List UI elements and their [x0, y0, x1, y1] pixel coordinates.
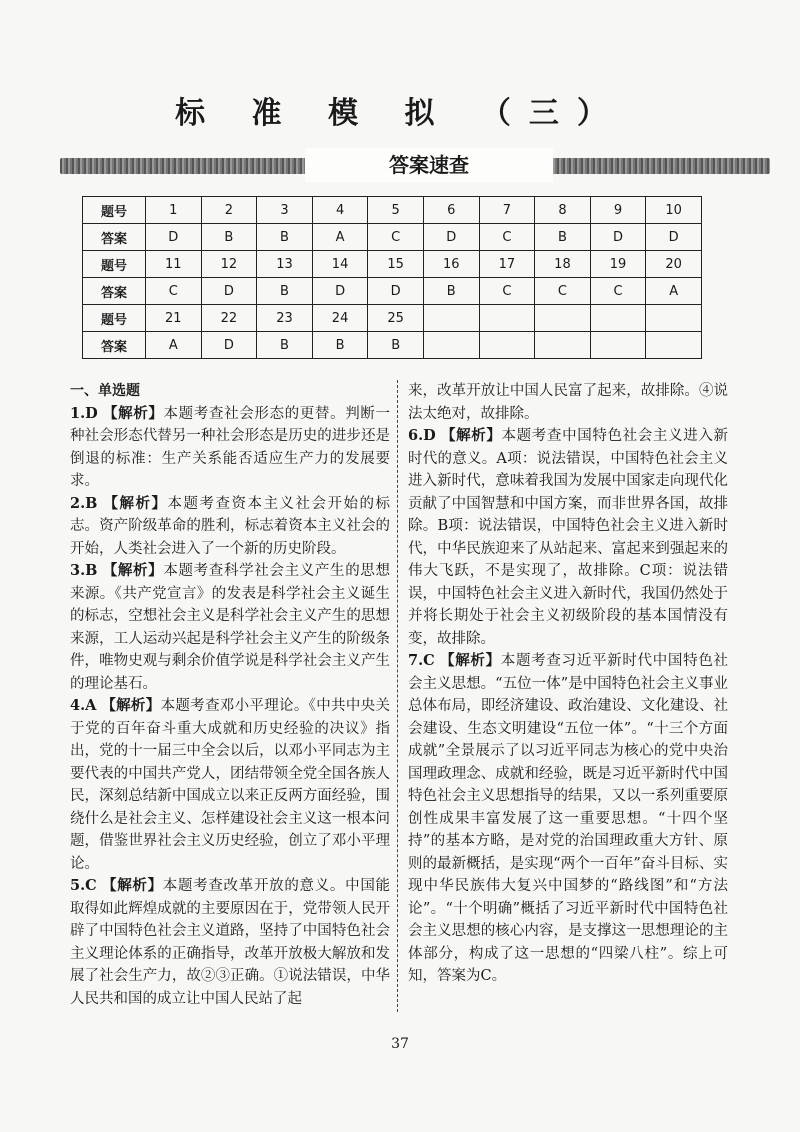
- table-cell: 10: [646, 197, 702, 224]
- row-label: 答案: [83, 278, 146, 305]
- banner-decor-left: [60, 158, 315, 174]
- page-number: 37: [391, 1036, 409, 1052]
- item-text: 本题考查资本主义社会开始的标志。资产阶级革命的胜利，标志着资本主义社会的开始，人类社会进入了一个新的历史阶段。: [70, 495, 391, 557]
- table-cell: D: [368, 278, 424, 305]
- answer-item: [408, 650, 728, 988]
- analysis-tag: 【解析】: [440, 427, 502, 444]
- table-cell: 2: [201, 197, 257, 224]
- table-cell: 22: [201, 305, 257, 332]
- table-row: [83, 197, 702, 224]
- answer-table: [82, 196, 702, 359]
- table-cell: [646, 305, 702, 332]
- table-cell: D: [646, 224, 702, 251]
- analysis-tag: 【解析】: [102, 877, 163, 894]
- table-cell: B: [423, 278, 479, 305]
- table-cell: [590, 332, 646, 359]
- table-cell: C: [479, 278, 535, 305]
- table-cell: A: [646, 278, 702, 305]
- table-cell: 4: [312, 197, 368, 224]
- table-cell: A: [146, 332, 202, 359]
- analysis-tag: 【解析】: [102, 404, 164, 422]
- analysis-tag: 【解析】: [102, 562, 164, 579]
- item-number: 4.A: [70, 697, 97, 714]
- table-cell: 21: [146, 305, 202, 332]
- table-cell: 12: [201, 251, 257, 278]
- row-label: 题号: [83, 197, 146, 224]
- explanations: [70, 380, 750, 1020]
- table-cell: 23: [257, 305, 313, 332]
- table-cell: 18: [535, 251, 591, 278]
- table-cell: 9: [590, 197, 646, 224]
- table-cell: B: [257, 332, 313, 359]
- table-cell: C: [535, 278, 591, 305]
- table-cell: 14: [312, 251, 368, 278]
- table-cell: 7: [479, 197, 535, 224]
- table-cell: [479, 305, 535, 332]
- table-cell: B: [535, 224, 591, 251]
- item-text: 本题考查社会形态的更替。判断一种社会形态代替另一种社会形态是历史的进步还是倒退的标准：生产关系能否适应生产力的发展要求。: [70, 405, 390, 489]
- table-cell: [590, 305, 646, 332]
- item-text: 本题考查习近平新时代中国特色社会主义思想。“五位一体”是中国特色社会主义事业总体布局，即经济建设、政治建设、文化建设、社会建设、生态文明建设“五位一体”。“十三个方面成就”全景展示了以习近平同志为核心的党中央治国理政理念、成就和经验，既是习近平新时代中国特色社会主义思想指导的结果，又以一系列重要原创性成果丰富发展了这一重要思想。“十四个坚持”的基本方略，是对党的治国理政重大方针、原则的最新概括，是实现“两个一百年”奋斗目标、实现中华民族伟大复兴中国梦的“路线图”和“方法论”。“十个明确”概括了习近平新时代中国特色社会主义思想的核心内容，是支撑这一思想理论的主体部分，构成了这一思想的“四梁八柱”。综上可知，答案为C。: [408, 653, 729, 984]
- table-cell: [535, 305, 591, 332]
- item-number: 2.B: [70, 494, 98, 512]
- table-cell: 16: [423, 251, 479, 278]
- table-cell: C: [590, 278, 646, 305]
- row-label: 答案: [83, 224, 146, 251]
- table-cell: C: [368, 224, 424, 251]
- answer-item: [70, 560, 390, 695]
- table-cell: D: [146, 224, 202, 251]
- analysis-tag: 【解析】: [440, 652, 501, 669]
- table-cell: 8: [535, 197, 591, 224]
- table-cell: 24: [312, 305, 368, 332]
- table-row: [83, 332, 702, 359]
- table-cell: 17: [479, 251, 535, 278]
- left-column: [70, 380, 390, 1010]
- table-cell: 13: [257, 251, 313, 278]
- answer-item: [70, 875, 390, 1010]
- item-text: 本题考查科学社会主义产生的思想来源。《共产党宣言》的发表是科学社会主义诞生的标志，空想社会主义是科学社会主义产生的思想来源，工人运动兴起是科学社会主义产生的阶级条件，唯物史观与剩余价值学说是科学社会主义产生的理论基石。: [70, 563, 391, 692]
- table-cell: D: [590, 224, 646, 251]
- item-number: 6.D: [408, 427, 436, 444]
- right-column: [408, 380, 728, 988]
- item-number: 5.C: [70, 877, 97, 894]
- table-cell: C: [479, 224, 535, 251]
- continuation-text: 来，改革开放让中国人民富了起来，故排除。④说法太绝对，故排除。: [408, 383, 728, 422]
- table-cell: D: [423, 224, 479, 251]
- table-cell: D: [201, 278, 257, 305]
- item-text: 本题考查改革开放的意义。中国能取得如此辉煌成就的主要原因在于，党带领人民开辟了中国特色社会主义道路，坚持了中国特色社会主义理论体系的正确指导，改革开放极大解放和发展了社会生产力，故②③正确。①说法错误，中华人民共和国的成立让中国人民站了起: [70, 878, 391, 1007]
- table-cell: 1: [146, 197, 202, 224]
- banner-label: 答案速查: [305, 148, 553, 182]
- table-row: [83, 224, 702, 251]
- table-cell: B: [312, 332, 368, 359]
- table-cell: 5: [368, 197, 424, 224]
- table-cell: C: [146, 278, 202, 305]
- item-number: 3.B: [70, 562, 98, 579]
- table-cell: D: [201, 332, 257, 359]
- answer-item: [70, 695, 390, 875]
- table-cell: [646, 332, 702, 359]
- row-label: 题号: [83, 305, 146, 332]
- item-number: 1.D: [70, 404, 98, 422]
- table-cell: B: [368, 332, 424, 359]
- table-cell: 15: [368, 251, 424, 278]
- section-title: 一、单选题: [70, 383, 140, 399]
- table-cell: A: [312, 224, 368, 251]
- table-cell: [423, 332, 479, 359]
- table-cell: B: [201, 224, 257, 251]
- table-cell: 19: [590, 251, 646, 278]
- row-label: 题号: [83, 251, 146, 278]
- item-text: 本题考查中国特色社会主义进入新时代的意义。A项：说法错误，中国特色社会主义进入新时代，意味着我国为发展中国家走向现代化贡献了中国智慧和中国方案，而非世界各国，故排除。B项：说法错误，中国特色社会主义进入新时代，中华民族迎来了从站起来、富起来到强起来的伟大飞跃，不是实现了，故排除。C项：说法错误，中国特色社会主义进入新时代，我国仍然处于并将长期处于社会主义初级阶段的基本国情没有变，故排除。: [408, 428, 728, 647]
- table-cell: [479, 332, 535, 359]
- table-cell: 25: [368, 305, 424, 332]
- table-cell: B: [257, 224, 313, 251]
- answer-item: [70, 493, 390, 561]
- table-cell: 20: [646, 251, 702, 278]
- table-cell: [423, 305, 479, 332]
- answer-banner: [60, 148, 770, 182]
- row-label: 答案: [83, 332, 146, 359]
- table-row: [83, 278, 702, 305]
- table-row: [83, 251, 702, 278]
- table-cell: 6: [423, 197, 479, 224]
- answer-item: [408, 425, 728, 650]
- column-divider: [397, 380, 398, 1012]
- table-row: [83, 305, 702, 332]
- item-text: 本题考查邓小平理论。《中共中央关于党的百年奋斗重大成就和历史经验的决议》指出，党的十一届三中全会以后，以邓小平同志为主要代表的中国共产党人，团结带领全党全国各族人民，深刻总结新中国成立以来正反两方面经验，围绕什么是社会主义、怎样建设社会主义这一根本问题，借鉴世界社会主义历史经验，创立了邓小平理论。: [70, 698, 390, 872]
- table-cell: 3: [257, 197, 313, 224]
- item-number: 7.C: [408, 652, 435, 669]
- answer-item: [70, 403, 390, 493]
- table-cell: [535, 332, 591, 359]
- analysis-tag: 【解析】: [101, 697, 161, 714]
- page-title: 标 准 模 拟 （三）: [175, 96, 625, 131]
- banner-decor-right: [515, 158, 770, 174]
- table-cell: 11: [146, 251, 202, 278]
- table-cell: D: [312, 278, 368, 305]
- analysis-tag: 【解析】: [103, 494, 168, 512]
- table-cell: B: [257, 278, 313, 305]
